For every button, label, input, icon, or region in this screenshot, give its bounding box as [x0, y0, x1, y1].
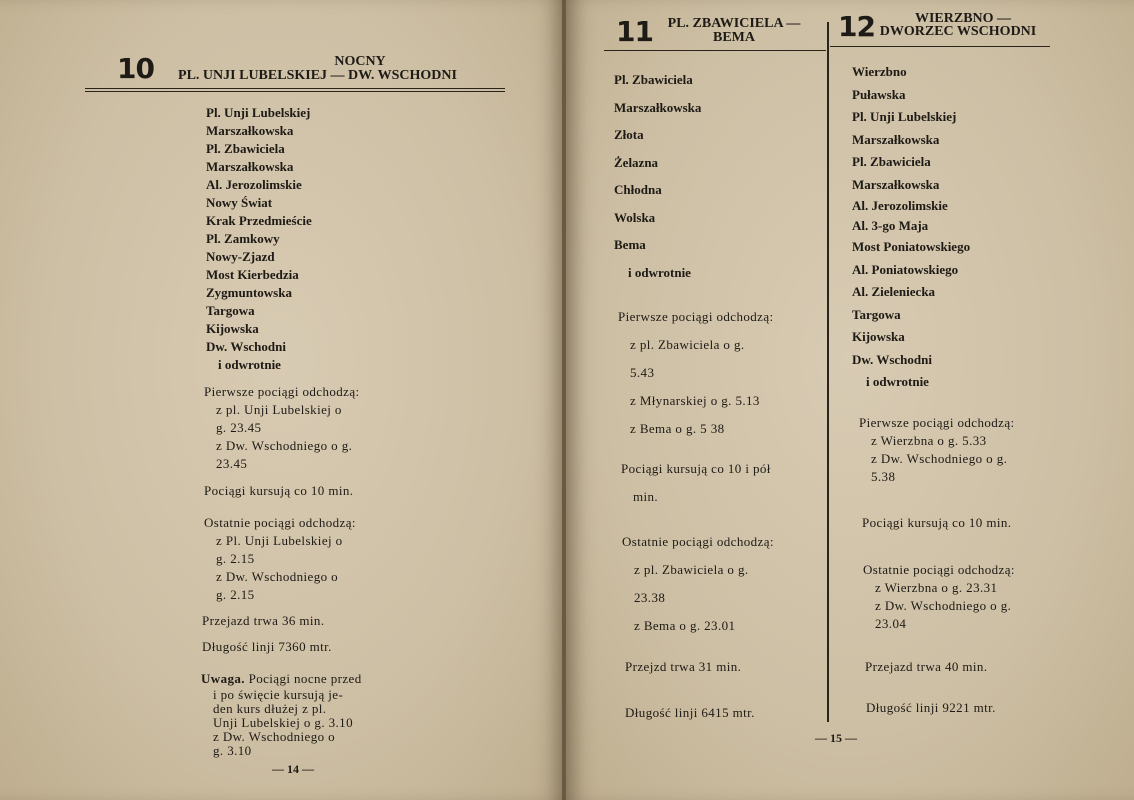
first-trains-line: z pl. Unji Lubelskiej o: [216, 402, 342, 417]
stop: Krak Przedmieście: [206, 213, 312, 228]
route-12-title-line1: WIERZBNO —: [914, 11, 1012, 26]
route-11-first-trains: [618, 303, 774, 443]
stop: Al. Zieleniecka: [852, 284, 936, 299]
last-trains-line: z Bema o g. 23.01: [634, 618, 736, 633]
stop: Pl. Unji Lubelskiej: [852, 109, 957, 124]
stop-return: i odwrotnie: [218, 357, 281, 372]
route-number-11: 11: [616, 15, 653, 48]
route-11-duration: Przejzd trwa 31 min.: [625, 659, 742, 674]
stop: Nowy-Zjazd: [206, 249, 275, 264]
route-10-first-trains: [204, 383, 360, 473]
stop-return: i odwrotnie: [628, 264, 691, 280]
route-11-title-line1: PL. ZBAWICIELA —: [667, 16, 801, 31]
stop: Al. Jerozolimskie: [206, 177, 302, 192]
route-10-last-trains: [204, 514, 356, 604]
stop: Złota: [614, 127, 644, 142]
stop: Al. Jerozolimskie: [852, 198, 948, 213]
last-trains-line: g. 2.15: [216, 551, 255, 566]
route-11-frequency: [621, 455, 771, 511]
first-trains-line: z Młynarskiej o g. 5.13: [630, 393, 760, 408]
header-rule-bottom: [85, 91, 505, 92]
last-trains-heading: Ostatnie pociągi odchodzą:: [622, 534, 774, 549]
stop: Al. 3-go Maja: [852, 218, 929, 233]
route-12-length: Długość linji 9221 mtr.: [866, 700, 996, 715]
stop: Al. Poniatowskiego: [852, 261, 959, 277]
column-divider: [827, 22, 829, 722]
route-12-first-trains: [859, 414, 1015, 486]
stop: Wolska: [614, 209, 656, 225]
note-line: z Dw. Wschodniego o: [213, 729, 336, 744]
last-trains-line: z Pl. Unji Lubelskiej o: [216, 533, 343, 548]
stop: Nowy Świat: [206, 195, 273, 210]
stop: Most Kierbedzia: [206, 267, 299, 282]
stop: Marszałkowska: [206, 123, 294, 138]
last-trains-line: z Wierzbna o g. 23.31: [875, 580, 998, 595]
stop: Pl. Zbawiciela: [614, 72, 693, 87]
left-page: [0, 0, 564, 800]
route-12-duration: Przejazd trwa 40 min.: [865, 659, 988, 674]
note-line: i po święcie kursują je-: [213, 687, 344, 702]
route-11-length: Długość linji 6415 mtr.: [625, 705, 755, 720]
page-number-15: — 15 —: [815, 731, 857, 745]
first-trains-heading: Pierwsze pociągi odchodzą:: [204, 384, 360, 399]
stop: Pl. Zbawiciela: [852, 154, 931, 169]
stop: Dw. Wschodni: [206, 339, 286, 354]
right-page: [566, 0, 1134, 800]
last-trains-line: 23.04: [875, 616, 907, 631]
stop: Pl. Zbawiciela: [206, 141, 285, 156]
route-12-header-rule: [830, 46, 1050, 47]
route-10-duration: Przejazd trwa 36 min.: [202, 613, 325, 628]
route-11-last-trains: [622, 528, 774, 640]
last-trains-line: z pl. Zbawiciela o g.: [634, 562, 749, 577]
header-rule-top: [85, 88, 505, 89]
stop: Pl. Unji Lubelskiej: [206, 105, 311, 120]
route-number-12: 12: [838, 10, 875, 43]
first-trains-line: g. 23.45: [216, 420, 262, 435]
stop: Targowa: [852, 306, 901, 322]
first-trains-line: 5.38: [871, 469, 896, 484]
stop: Bema: [614, 237, 646, 252]
route-11-title-line2: BEMA: [713, 30, 755, 45]
route-10-length: Długość linji 7360 mtr.: [202, 639, 332, 654]
note-label: Uwaga.: [201, 671, 245, 686]
stop: Marszałkowska: [206, 159, 294, 174]
first-trains-line: z Wierzbna o g. 5.33: [871, 433, 987, 448]
last-trains-heading: Ostatnie pociągi odchodzą:: [204, 515, 356, 530]
stop: Kijowska: [852, 329, 905, 344]
frequency-line: Pociągi kursują co 10 i pół: [621, 461, 771, 476]
stop: Marszałkowska: [852, 131, 940, 147]
note-line: g. 3.10: [213, 743, 252, 758]
first-trains-heading: Pierwsze pociągi odchodzą:: [859, 415, 1015, 430]
route-11-header-rule: [604, 50, 826, 51]
route-10-frequency: Pociągi kursują co 10 min.: [204, 483, 354, 498]
route-12-frequency: Pociągi kursują co 10 min.: [862, 515, 1012, 530]
last-trains-heading: Ostatnie pociągi odchodzą:: [863, 562, 1015, 577]
first-trains-line: 5.43: [630, 365, 655, 380]
last-trains-line: 23.38: [634, 590, 666, 605]
stop: Chłodna: [614, 182, 662, 197]
note-line: den kurs dłużej z pl.: [213, 701, 327, 716]
first-trains-line: z Bema o g. 5 38: [630, 421, 725, 436]
stop: Pl. Zamkowy: [206, 231, 280, 246]
stop: Dw. Wschodni: [852, 351, 932, 367]
stop: Zygmuntowska: [206, 285, 292, 300]
stop: Marszałkowska: [614, 99, 702, 115]
route-10-title-line1: NOCNY: [334, 54, 386, 69]
route-11-stop-list: [614, 66, 701, 286]
stop: Żelazna: [614, 154, 659, 170]
route-10-title-line2: PL. UNJI LUBELSKIEJ — DW. WSCHODNI: [178, 68, 457, 83]
frequency-line: min.: [633, 489, 659, 504]
stop: Most Poniatowskiego: [852, 239, 971, 254]
stop: Wierzbno: [852, 64, 907, 79]
route-12-last-trains: [863, 561, 1015, 633]
route-10-note: [201, 670, 362, 758]
route-12-stop-list: [852, 61, 970, 394]
first-trains-heading: Pierwsze pociągi odchodzą:: [618, 309, 774, 324]
first-trains-line: z Dw. Wschodniego o g.: [871, 451, 1008, 466]
note-first-line: Pociągi nocne przed: [248, 671, 362, 686]
route-number-10: 10: [117, 52, 154, 85]
stop-return: i odwrotnie: [866, 374, 929, 389]
first-trains-line: z Dw. Wschodniego o g.: [216, 438, 353, 453]
first-trains-line: 23.45: [216, 456, 248, 471]
route-10-stop-list: [206, 104, 312, 374]
note-line: Unji Lubelskiej o g. 3.10: [213, 715, 353, 730]
page-number-14: — 14 —: [272, 762, 314, 776]
stop: Marszałkowska: [852, 176, 940, 192]
first-trains-line: z pl. Zbawiciela o g.: [630, 337, 745, 352]
stop: Kijowska: [206, 321, 259, 336]
route-12-title-line2: DWORZEC WSCHODNI: [879, 24, 1037, 39]
last-trains-line: z Dw. Wschodniego o: [216, 569, 339, 584]
stop: Puławska: [852, 86, 906, 102]
last-trains-line: z Dw. Wschodniego o g.: [875, 598, 1012, 613]
last-trains-line: g. 2.15: [216, 587, 255, 602]
stop: Targowa: [206, 303, 255, 318]
